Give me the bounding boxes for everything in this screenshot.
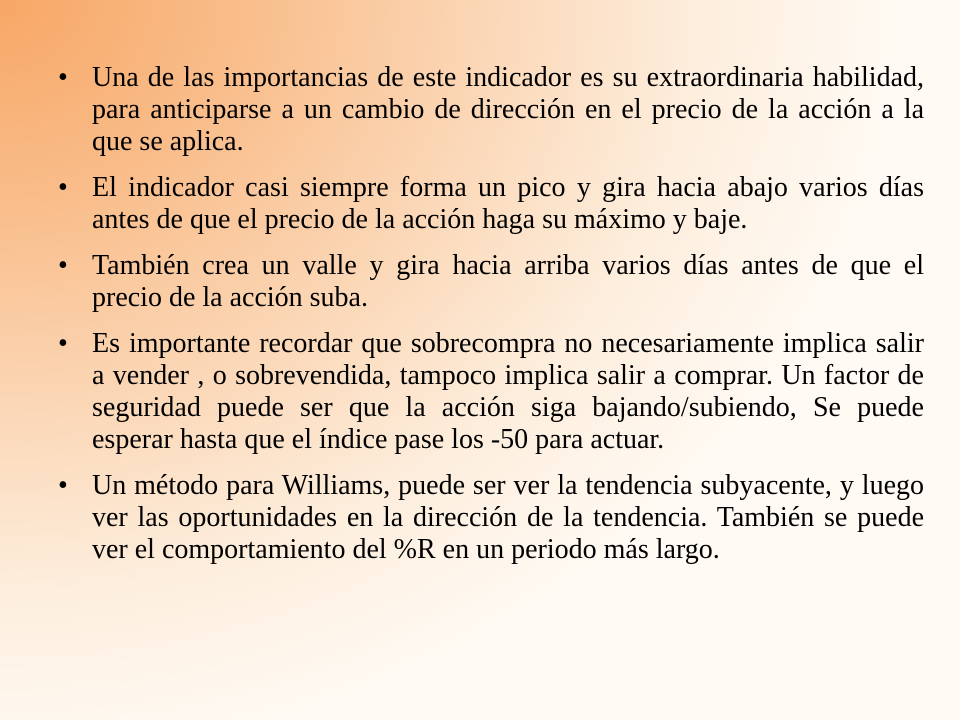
bullet-dot: • [58, 328, 68, 359]
bullet-dot: • [58, 470, 68, 501]
bullet-list [58, 62, 924, 580]
bullet-dot: • [58, 172, 68, 203]
bullet-text: Es importante recordar que sobrecompra no necesariamente implica salir a vender , o sobrevendida, tampoco implica salir a comprar. Un factor de seguridad puede ser que la acción siga bajando/subiendo, Se puede esperar hasta que el índice pase los -50 para actuar. [92, 328, 924, 455]
bullet-text: Una de las importancias de este indicador es su extraordinaria habilidad, para anticiparse a un cambio de dirección en el precio de la acción a la que se aplica. [92, 62, 924, 157]
bullet-dot: • [58, 62, 68, 93]
bullet-item [58, 328, 924, 456]
bullet-item [58, 62, 924, 158]
bullet-dot: • [58, 250, 68, 281]
bullet-text: También crea un valle y gira hacia arriba varios días antes de que el precio de la acción suba. [92, 250, 924, 313]
bullet-item [58, 470, 924, 566]
bullet-item [58, 250, 924, 314]
bullet-text: Un método para Williams, puede ser ver la tendencia subyacente, y luego ver las oportunidades en la dirección de la tendencia. También se puede ver el comportamiento del %R en un periodo más largo. [92, 470, 924, 565]
bullet-item [58, 172, 924, 236]
bullet-text: El indicador casi siempre forma un pico y gira hacia abajo varios días antes de que el precio de la acción haga su máximo y baje. [92, 172, 924, 235]
